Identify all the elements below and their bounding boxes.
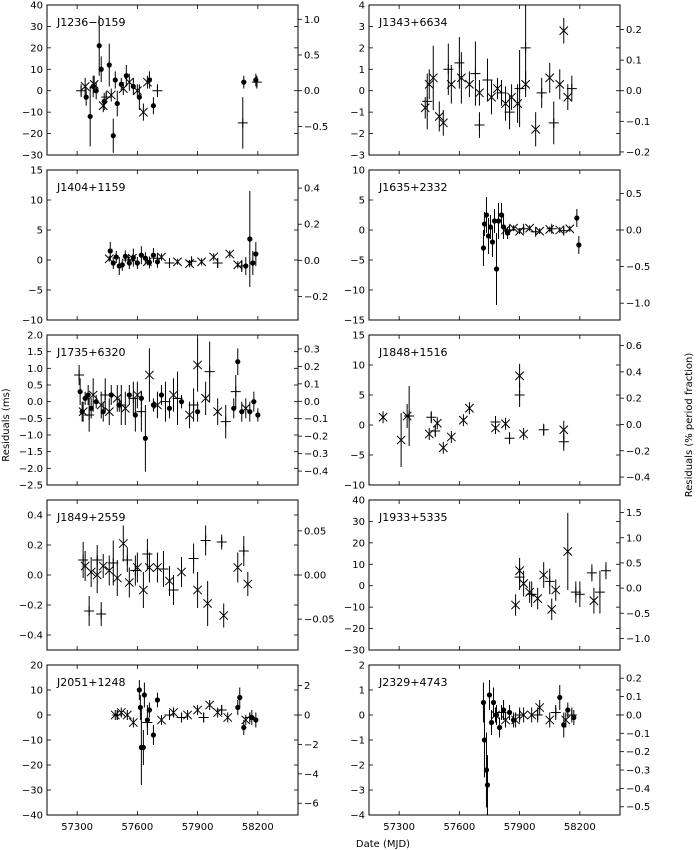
data-point-plus xyxy=(130,566,140,576)
y-tick-label: −20 xyxy=(343,624,365,636)
y2-tick-label: −0.2 xyxy=(626,147,651,159)
data-point-plus xyxy=(575,589,585,599)
data-point-dot xyxy=(86,392,91,397)
residual-panel xyxy=(344,496,650,657)
y-tick-label: 1.0 xyxy=(27,363,43,375)
y2-tick-label: −0.1 xyxy=(626,116,651,128)
data-point-plus xyxy=(84,606,94,616)
data-point-dot xyxy=(147,707,152,712)
panel-title: J2051+1248 xyxy=(57,676,126,689)
panel-title: J1236−0159 xyxy=(57,16,126,29)
residual-panel xyxy=(350,661,650,834)
data-point-dot xyxy=(487,692,492,697)
data-point-dot xyxy=(481,245,486,250)
y-tick-label: 0 xyxy=(358,86,365,98)
data-point-dot xyxy=(497,725,502,730)
data-point-dot xyxy=(141,745,146,750)
data-point-plus xyxy=(601,566,611,576)
data-point-dot xyxy=(88,114,93,119)
y-tick-label: 30 xyxy=(352,516,365,528)
data-point-dot xyxy=(99,67,104,72)
data-point-plus xyxy=(213,258,223,268)
y2-tick-label: 0.2 xyxy=(626,393,642,405)
data-point-dot xyxy=(84,95,89,100)
x-tick-label: 57300 xyxy=(61,822,94,833)
y-tick-label: −1 xyxy=(350,735,365,747)
data-point-dot xyxy=(167,406,172,411)
data-point-plus xyxy=(515,84,525,94)
y2-tick-label: 0.2 xyxy=(626,673,642,685)
data-point-plus xyxy=(217,537,227,547)
data-point-plus xyxy=(571,587,581,597)
data-point-plus xyxy=(474,120,484,130)
y-tick-label: 20 xyxy=(30,660,43,672)
data-point-plus xyxy=(505,107,515,117)
y-tick-label: −20 xyxy=(21,129,43,141)
data-point-dot xyxy=(576,242,581,247)
data-point-dot xyxy=(120,262,125,267)
data-point-plus xyxy=(231,387,241,397)
data-point-dot xyxy=(490,239,495,244)
y-tick-label: 0.0 xyxy=(27,570,43,582)
y2-tick-label: −0.2 xyxy=(304,292,329,304)
y-tick-label: 2 xyxy=(358,660,365,672)
data-point-dot xyxy=(111,133,116,138)
right-y-axis-label: Residuals (% period fraction) xyxy=(684,352,695,498)
y-tick-label: −0.5 xyxy=(18,413,43,425)
y2-tick-label: −0.2 xyxy=(626,446,651,458)
residual-panel xyxy=(22,1,328,162)
y-tick-label: −40 xyxy=(21,810,43,822)
y-tick-label: −2.5 xyxy=(18,480,43,492)
data-point-plus xyxy=(74,370,84,380)
data-point-plus xyxy=(430,426,440,436)
data-point-dot xyxy=(114,254,119,259)
data-point-dot xyxy=(481,700,486,705)
x-tick-label: 57300 xyxy=(383,822,416,833)
y2-tick-label: −0.5 xyxy=(304,121,329,133)
y2-tick-label: 0.1 xyxy=(304,379,320,391)
y2-tick-label: −1.0 xyxy=(626,298,651,310)
y-tick-label: 0 xyxy=(36,710,43,722)
y-tick-label: 0 xyxy=(358,581,365,593)
data-point-plus xyxy=(422,96,432,106)
data-point-plus xyxy=(491,417,501,427)
data-point-dot xyxy=(485,782,490,787)
data-point-plus xyxy=(567,84,577,94)
y-tick-label: 3 xyxy=(358,21,365,33)
y-tick-label: 10 xyxy=(352,165,365,177)
y2-tick-label: −1.0 xyxy=(626,633,651,645)
left-y-axis-label: Residuals (ms) xyxy=(1,388,12,462)
y2-tick-label: 0.0 xyxy=(304,396,320,408)
data-point-plus xyxy=(549,118,559,128)
y-tick-label: −1.0 xyxy=(18,430,43,442)
y2-tick-label: 0.3 xyxy=(304,344,320,356)
data-point-dot xyxy=(151,253,156,258)
data-point-dot xyxy=(80,409,85,414)
y-tick-label: −4 xyxy=(350,810,365,822)
y-tick-label: 4 xyxy=(358,0,365,12)
y2-tick-label: 0.4 xyxy=(304,183,320,195)
y2-tick-label: −4 xyxy=(304,769,319,781)
data-point-dot xyxy=(159,392,164,397)
y2-tick-label: −0.3 xyxy=(304,449,329,461)
data-point-dot xyxy=(108,248,113,253)
y-tick-label: −30 xyxy=(21,150,43,162)
y2-tick-label: −0.5 xyxy=(626,608,651,620)
panel-title: J1404+1159 xyxy=(57,181,126,194)
data-point-plus xyxy=(515,710,525,720)
x-tick-label: 57900 xyxy=(503,822,536,833)
data-point-dot xyxy=(143,436,148,441)
data-point-dot xyxy=(123,254,128,259)
data-point-dot xyxy=(235,359,240,364)
data-point-dot xyxy=(494,712,499,717)
y-tick-label: 0.5 xyxy=(27,380,43,392)
y-tick-label: 2.0 xyxy=(27,330,43,342)
data-markers xyxy=(78,526,252,628)
data-point-plus xyxy=(142,549,152,559)
data-point-plus xyxy=(152,86,162,96)
y2-tick-label: 0.2 xyxy=(626,24,642,36)
y-tick-label: 15 xyxy=(30,165,43,177)
data-point-dot xyxy=(137,687,142,692)
data-point-plus xyxy=(199,713,209,723)
y2-tick-label: −0.05 xyxy=(304,614,335,626)
data-point-plus xyxy=(201,536,211,546)
data-point-dot xyxy=(251,399,256,404)
y2-tick-label: 0.0 xyxy=(626,710,642,722)
y2-tick-label: 0.0 xyxy=(304,255,320,267)
data-markers xyxy=(481,680,577,815)
y-tick-label: −30 xyxy=(21,785,43,797)
y-tick-label: 15 xyxy=(352,330,365,342)
y2-tick-label: 0.4 xyxy=(626,367,642,379)
x-axis-label: Date (MJD) xyxy=(355,839,411,850)
y2-tick-label: 0.5 xyxy=(626,188,642,200)
y2-tick-label: 0.2 xyxy=(304,219,320,231)
y-tick-label: −1 xyxy=(350,107,365,119)
data-point-plus xyxy=(551,708,561,718)
data-point-dot xyxy=(247,236,252,241)
data-point-dot xyxy=(491,700,496,705)
data-point-plus xyxy=(164,258,174,268)
y-tick-label: 10 xyxy=(30,685,43,697)
data-point-dot xyxy=(138,705,143,710)
data-point-plus xyxy=(238,118,248,128)
y2-tick-label: 0.5 xyxy=(304,50,320,62)
y-tick-label: −2 xyxy=(350,760,365,772)
y-tick-label: −2.0 xyxy=(18,463,43,475)
y-tick-label: 1 xyxy=(358,64,365,76)
data-point-plus xyxy=(533,710,543,720)
panel-title: J1933+5335 xyxy=(379,511,448,524)
data-point-plus xyxy=(539,425,549,435)
residual-panel xyxy=(344,166,650,327)
y-tick-label: 10 xyxy=(30,64,43,76)
y-tick-label: 0 xyxy=(36,86,43,98)
data-point-plus xyxy=(78,555,88,565)
data-point-dot xyxy=(253,251,258,256)
panel-title: J1635+2332 xyxy=(379,181,448,194)
data-point-dot xyxy=(78,389,83,394)
data-point-plus xyxy=(177,713,187,723)
data-point-plus xyxy=(237,261,247,271)
data-point-plus xyxy=(559,226,569,236)
y2-tick-label: 0.5 xyxy=(626,558,642,570)
y2-tick-label: 0.05 xyxy=(304,526,327,538)
data-point-dot xyxy=(142,692,147,697)
data-point-plus xyxy=(96,609,106,619)
residual-panel xyxy=(350,1,650,162)
data-point-plus xyxy=(160,397,170,407)
y2-tick-label: −0.2 xyxy=(304,431,329,443)
y-tick-label: −5 xyxy=(350,255,365,267)
y-tick-label: −3 xyxy=(350,150,365,162)
y-tick-label: −10 xyxy=(21,107,43,119)
data-point-plus xyxy=(122,555,132,565)
data-markers xyxy=(481,197,582,305)
data-point-dot xyxy=(484,767,489,772)
data-point-plus xyxy=(531,227,541,237)
data-point-dot xyxy=(195,409,200,414)
data-point-dot xyxy=(107,62,112,67)
panel-grid xyxy=(19,1,651,834)
data-markers xyxy=(76,16,262,153)
data-point-dot xyxy=(151,103,156,108)
data-point-plus xyxy=(559,437,569,447)
residual-panel xyxy=(22,661,319,834)
data-point-plus xyxy=(239,546,249,556)
data-point-dot xyxy=(489,720,494,725)
y-tick-label: −10 xyxy=(343,602,365,614)
y2-tick-label: −0.4 xyxy=(626,472,651,484)
data-point-plus xyxy=(84,410,94,420)
y2-tick-label: 0.2 xyxy=(304,361,320,373)
y-tick-label: 20 xyxy=(352,538,365,550)
y2-tick-label: 0 xyxy=(304,710,311,722)
y-tick-label: −2 xyxy=(350,129,365,141)
data-point-plus xyxy=(221,417,231,427)
y-tick-label: 40 xyxy=(30,0,43,12)
y2-tick-label: −0.2 xyxy=(626,747,651,759)
y-tick-label: −0.2 xyxy=(18,600,43,612)
data-point-plus xyxy=(108,558,118,568)
data-point-dot xyxy=(97,43,102,48)
data-point-plus xyxy=(454,58,464,68)
x-tick-label: 57900 xyxy=(181,822,214,833)
data-point-dot xyxy=(241,80,246,85)
y2-tick-label: −0.5 xyxy=(626,802,651,814)
data-markers xyxy=(511,513,611,620)
y-tick-label: 0 xyxy=(358,420,365,432)
residual-panel xyxy=(19,331,329,492)
y-tick-label: 10 xyxy=(352,360,365,372)
data-point-plus xyxy=(515,390,525,400)
data-markers xyxy=(379,364,569,467)
y-tick-label: 0 xyxy=(36,255,43,267)
data-point-dot xyxy=(115,101,120,106)
y2-tick-label: −0.3 xyxy=(626,765,651,777)
y2-tick-label: 0.0 xyxy=(304,86,320,98)
y-tick-label: −10 xyxy=(343,285,365,297)
y-tick-label: 20 xyxy=(30,43,43,55)
x-tick-label: 58200 xyxy=(563,822,596,833)
data-point-dot xyxy=(484,212,489,217)
y-tick-label: 5 xyxy=(358,195,365,207)
x-tick-label: 57600 xyxy=(121,822,154,833)
data-point-plus xyxy=(404,411,414,421)
data-point-plus xyxy=(169,585,179,595)
y-tick-label: 40 xyxy=(352,495,365,507)
data-point-dot xyxy=(494,266,499,271)
y-tick-label: −1.5 xyxy=(18,447,43,459)
data-point-dot xyxy=(255,412,260,417)
panel-title: J1848+1516 xyxy=(379,346,448,359)
data-point-plus xyxy=(470,69,480,79)
y-tick-label: 1 xyxy=(358,685,365,697)
data-markers xyxy=(111,680,258,785)
data-point-plus xyxy=(189,400,199,410)
data-point-plus xyxy=(521,43,531,53)
y-tick-label: 10 xyxy=(30,195,43,207)
y2-tick-label: −0.5 xyxy=(626,262,651,274)
panel-title: J1735+6320 xyxy=(57,346,126,359)
data-point-dot xyxy=(113,77,118,82)
y2-tick-label: −0.4 xyxy=(304,466,329,478)
data-point-dot xyxy=(507,710,512,715)
data-point-dot xyxy=(565,707,570,712)
y-tick-label: −3 xyxy=(350,785,365,797)
y-tick-label: 30 xyxy=(30,21,43,33)
y2-tick-label: 0.00 xyxy=(304,570,327,582)
data-point-plus xyxy=(189,554,199,564)
y-tick-label: −30 xyxy=(343,645,365,657)
y2-tick-label: 1.0 xyxy=(626,533,642,545)
panel-title: J1343+6634 xyxy=(379,16,448,29)
y2-tick-label: 0.0 xyxy=(626,225,642,237)
y-tick-label: −10 xyxy=(21,735,43,747)
y2-tick-label: 0.1 xyxy=(626,55,642,67)
y2-tick-label: −6 xyxy=(304,798,319,810)
y-tick-label: 0 xyxy=(358,225,365,237)
y2-tick-label: −0.4 xyxy=(626,783,651,795)
data-point-dot xyxy=(574,215,579,220)
data-point-plus xyxy=(505,433,515,443)
data-point-dot xyxy=(127,392,132,397)
data-point-dot xyxy=(124,73,129,78)
y2-tick-label: 0.0 xyxy=(626,583,642,595)
y2-tick-label: −2 xyxy=(304,739,319,751)
data-markers xyxy=(105,191,258,287)
y2-tick-label: 1.0 xyxy=(304,14,320,26)
y2-tick-label: 0.0 xyxy=(626,86,642,98)
data-point-plus xyxy=(252,77,262,87)
y-tick-label: −10 xyxy=(21,315,43,327)
data-point-plus xyxy=(595,587,605,597)
y-tick-label: 5 xyxy=(358,390,365,402)
y-tick-label: 5 xyxy=(36,225,43,237)
y2-tick-label: 2 xyxy=(304,681,311,693)
y-tick-label: −0.4 xyxy=(18,630,43,642)
y-tick-label: 1.5 xyxy=(27,347,43,359)
y2-tick-label: 1.5 xyxy=(626,508,642,520)
data-point-plus xyxy=(482,75,492,85)
data-point-dot xyxy=(179,399,184,404)
data-point-dot xyxy=(241,725,246,730)
y-tick-label: 0.4 xyxy=(27,510,43,522)
x-tick-label: 57600 xyxy=(443,822,476,833)
data-point-dot xyxy=(250,260,255,265)
data-point-plus xyxy=(205,367,215,377)
data-point-dot xyxy=(237,695,242,700)
residual-panel xyxy=(344,331,650,492)
data-point-plus xyxy=(100,390,110,400)
data-point-dot xyxy=(496,218,501,223)
data-point-plus xyxy=(537,88,547,98)
x-tick-label: 58200 xyxy=(241,822,274,833)
data-point-plus xyxy=(142,718,152,728)
panel-title: J1849+2559 xyxy=(57,511,126,524)
data-point-plus xyxy=(587,568,597,578)
data-point-dot xyxy=(253,717,258,722)
y-tick-label: −5 xyxy=(28,285,43,297)
y-tick-label: −20 xyxy=(21,760,43,772)
data-point-dot xyxy=(557,695,562,700)
y2-tick-label: 0.6 xyxy=(626,341,642,353)
data-point-dot xyxy=(155,697,160,702)
y-tick-label: 10 xyxy=(352,559,365,571)
y2-tick-label: −0.1 xyxy=(304,414,329,426)
y-tick-label: −10 xyxy=(343,480,365,492)
y-tick-label: 0.2 xyxy=(27,540,43,552)
y2-tick-label: 0.1 xyxy=(626,692,642,704)
data-point-plus xyxy=(547,224,557,234)
panel-title: J2329+4743 xyxy=(379,676,448,689)
residual-panel xyxy=(19,500,335,650)
y2-tick-label: −0.1 xyxy=(626,728,651,740)
residual-panel xyxy=(22,166,328,327)
y-tick-label: 0 xyxy=(358,710,365,722)
y-tick-label: 0.0 xyxy=(27,397,43,409)
y-tick-label: −5 xyxy=(350,450,365,462)
y2-tick-label: 0.0 xyxy=(626,419,642,431)
data-point-dot xyxy=(151,732,156,737)
y-tick-label: −15 xyxy=(343,315,365,327)
y-tick-label: 2 xyxy=(358,43,365,55)
